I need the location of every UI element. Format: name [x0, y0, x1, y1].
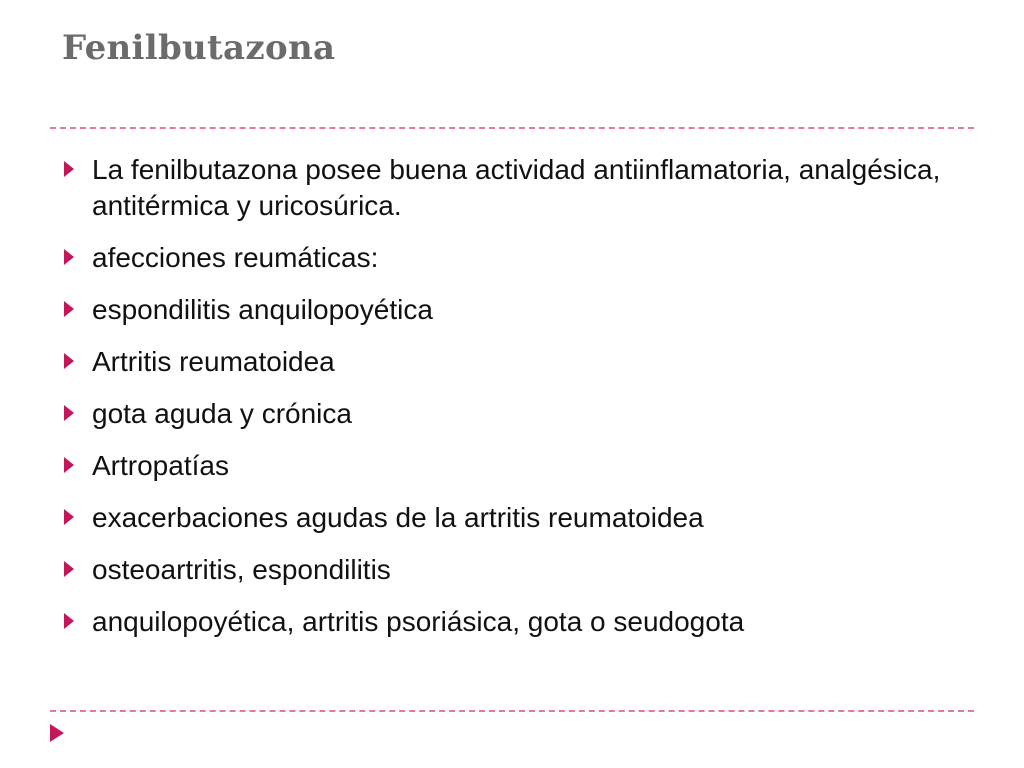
list-item [62, 240, 962, 276]
list-item [62, 604, 962, 640]
bullet-text: osteoartritis, espondilitis [92, 554, 391, 585]
triangle-right-icon [64, 613, 74, 629]
bullet-text: Artritis reumatoidea [92, 346, 335, 377]
list-item [62, 152, 962, 224]
bullet-text: afecciones reumáticas: [92, 242, 379, 273]
triangle-right-icon [64, 457, 74, 473]
triangle-right-icon [64, 161, 74, 177]
triangle-right-icon [64, 509, 74, 525]
bullet-text: gota aguda y crónica [92, 398, 352, 429]
triangle-right-icon [64, 249, 74, 265]
bullet-text: La fenilbutazona posee buena actividad antiinflamatoria, analgésica, antitérmica y uricosúrica. [92, 154, 941, 221]
bullet-text: espondilitis anquilopoyética [92, 294, 433, 325]
bullet-text: Artropatías [92, 450, 229, 481]
triangle-right-icon [64, 353, 74, 369]
bullet-text: anquilopoyética, artritis psoriásica, gota o seudogota [92, 606, 745, 637]
triangle-right-icon [64, 405, 74, 421]
top-divider [50, 127, 974, 129]
triangle-right-icon [64, 301, 74, 317]
triangle-right-icon [64, 561, 74, 577]
list-item [62, 500, 962, 536]
triangle-right-icon [50, 724, 64, 742]
list-item [62, 448, 962, 484]
bullet-list [62, 152, 962, 656]
list-item [62, 344, 962, 380]
bullet-text: exacerbaciones agudas de la artritis reumatoidea [92, 502, 704, 533]
list-item [62, 552, 962, 588]
list-item [62, 292, 962, 328]
slide-title: Fenilbutazona [62, 28, 336, 68]
bottom-divider [50, 710, 974, 712]
list-item [62, 396, 962, 432]
